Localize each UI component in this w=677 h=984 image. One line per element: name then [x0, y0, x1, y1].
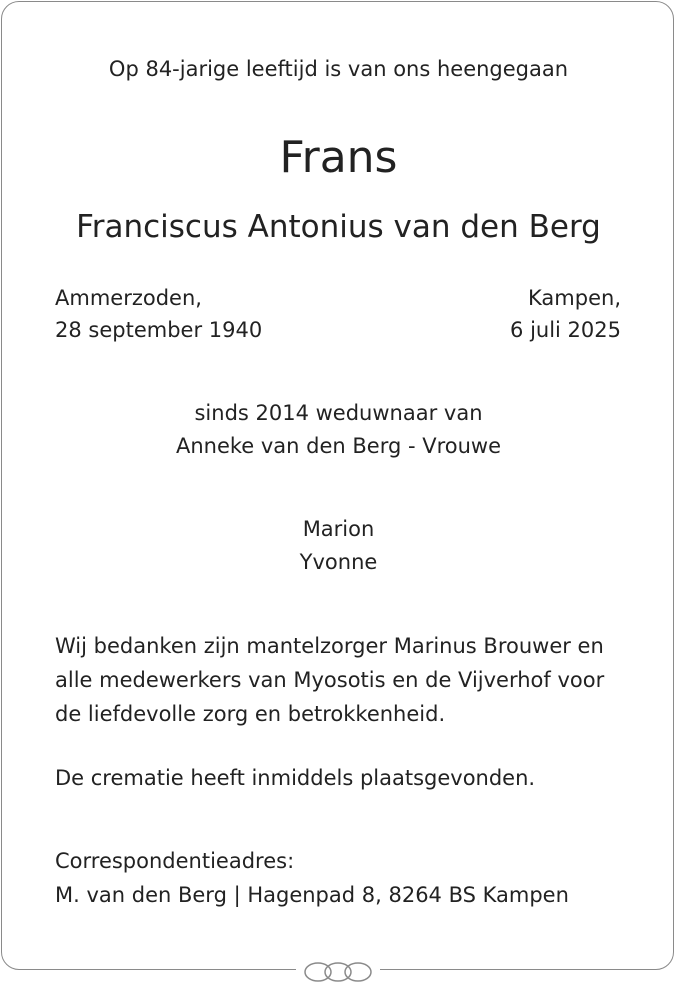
first-name: Frans — [279, 132, 398, 183]
thanks-line-1: Wij bedanken zijn mantelzorger Marinus Brouwer en — [55, 634, 604, 658]
birth-date: 28 september 1940 — [55, 318, 263, 342]
full-name: Franciscus Antonius van den Berg — [76, 209, 601, 245]
birth-place: Ammerzoden, — [55, 286, 202, 310]
child-name: Marion — [302, 517, 375, 541]
widower-line-2: Anneke van den Berg - Vrouwe — [175, 434, 502, 458]
death-place: Kampen, — [528, 286, 621, 310]
correspondence-label: Correspondentieadres: — [55, 849, 295, 873]
death-date: 6 juli 2025 — [510, 318, 621, 342]
intro-text: Op 84-jarige leeftijd is van ons heengegaan — [108, 57, 569, 81]
child-name: Yvonne — [299, 550, 378, 574]
thanks-line-2: alle medewerkers van Myosotis en de Vijverhof voor — [55, 668, 605, 692]
cremation-text: De crematie heeft inmiddels plaatsgevonden. — [55, 766, 536, 790]
interlinked-rings-ornament-icon — [296, 961, 380, 983]
widower-line-1: sinds 2014 weduwnaar van — [194, 401, 483, 425]
correspondence-address: M. van den Berg | Hagenpad 8, 8264 BS Kampen — [55, 883, 569, 907]
thanks-line-3: de liefdevolle zorg en betrokkenheid. — [55, 702, 446, 726]
